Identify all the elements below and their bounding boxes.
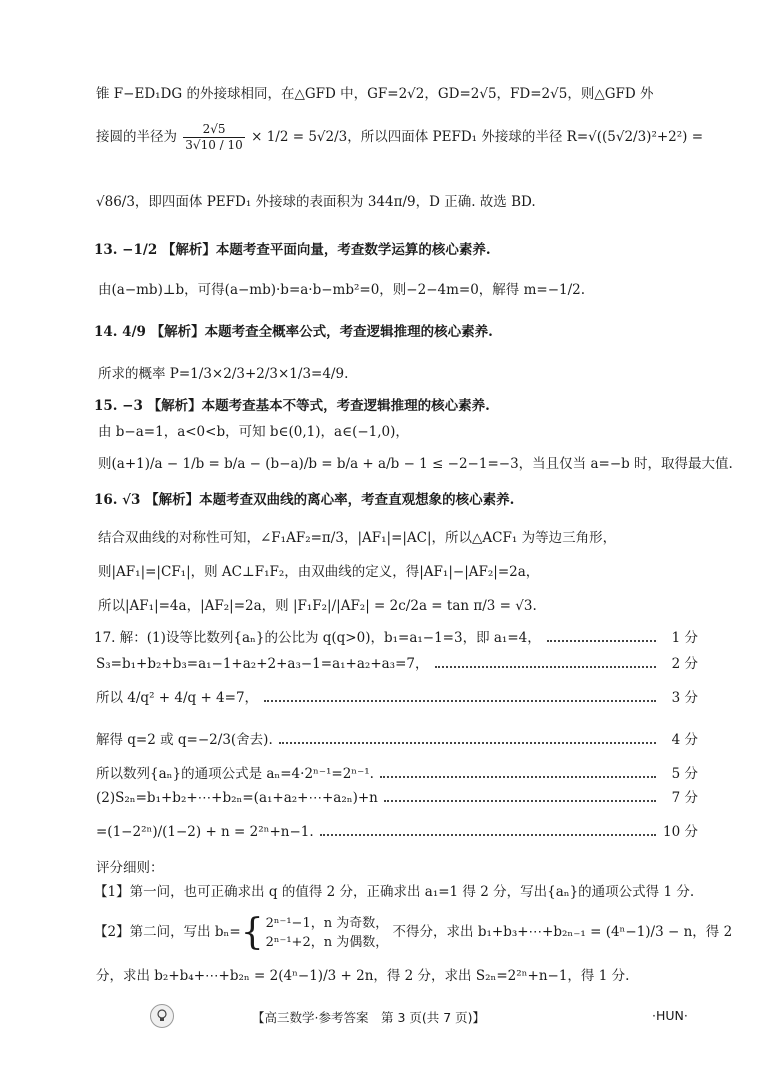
dot-leader: [264, 700, 656, 702]
page-footer: [0, 1002, 764, 1032]
score-label: 10 分: [663, 824, 698, 840]
line-3: √86/3，即四面体 PEFD₁ 外接球的表面积为 344π/9，D 正确. 故选 BD.: [96, 194, 536, 210]
case-even: 2ⁿ⁻¹+2，n 为偶数，: [265, 934, 389, 950]
q17-line-5-text: 所以数列{aₙ}的通项公式是 aₙ=4·2ⁿ⁻¹=2ⁿ⁻¹.: [96, 766, 374, 782]
line-1: 锥 F−ED₁DG 的外接球相同，在△GFD 中，GF=2√2，GD=2√5，FD=2√5，则△GFD 外: [96, 86, 654, 102]
q15-heading: 15. −3 【解析】本题考查基本不等式，考查逻辑推理的核心素养.: [94, 398, 490, 414]
radius-fraction-numerator: 2√5: [183, 122, 245, 138]
q17-line-5: [96, 764, 698, 784]
q15-line-1: 由 b−a=1，a<0<b，可知 b∈(0,1)，a∈(−1,0)，: [98, 424, 409, 440]
q17-line-4: [96, 730, 698, 750]
q17-line-1-text: 17. 解：(1)设等比数列{aₙ}的公比为 q(q>0)，b₁=a₁−1=3，即 a₁=4，: [94, 630, 541, 646]
scoring-title: 评分细则：: [96, 860, 164, 876]
q14-heading: 14. 4/9 【解析】本题考查全概率公式，考查逻辑推理的核心素养.: [94, 324, 493, 340]
q13-body: 由(a−mb)⊥b，可得(a−mb)·b=a·b−mb²=0，则−2−4m=0，解得 m=−1/2.: [98, 282, 586, 298]
q17-line-3: [96, 688, 698, 708]
dot-leader: [279, 742, 656, 744]
score-label: 4 分: [671, 732, 698, 748]
q14-body: 所求的概率 P=1/3×2/3+2/3×1/3=4/9.: [98, 366, 349, 382]
piecewise-cases: [266, 914, 389, 952]
q13-heading: 13. −1/2 【解析】本题考查平面向量，考查数学运算的核心素养.: [94, 242, 491, 258]
score-label: 3 分: [671, 690, 698, 706]
q17-line-6: [96, 788, 698, 808]
line-2-suffix: × 1/2 = 5√2/3，所以四面体 PEFD₁ 外接球的半径 R=√((5√2/3)²+2²) =: [251, 129, 704, 145]
dot-leader: [384, 800, 656, 802]
scoring-rule-2: [94, 911, 733, 953]
dot-leader: [547, 640, 656, 642]
q16-line-1: 结合双曲线的对称性可知，∠F₁AF₂=π/3，|AF₁|=|AC|，所以△ACF₁ 为等边三角形，: [98, 530, 617, 546]
line-2: [96, 122, 704, 153]
lightbulb-icon: [150, 1004, 174, 1028]
lightbulb-icon-glyph: [156, 1009, 168, 1023]
q16-heading: 16. √3 【解析】本题考查双曲线的离心率，考查直观想象的核心素养.: [94, 492, 515, 508]
radius-fraction: [183, 122, 245, 153]
q15-line-2: 则(a+1)/a − 1/b = b/a − (b−a)/b = b/a + a/b − 1 ≤ −2−1=−3，当且仅当 a=−b 时，取得最大值.: [98, 456, 733, 472]
scoring-rule-1: 【1】第一问，也可正确求出 q 的值得 2 分，正确求出 a₁=1 得 2 分，写出{aₙ}的通项公式得 1 分.: [94, 884, 695, 900]
q17-line-1: [94, 628, 698, 648]
q17-line-7-text: =(1−2²ⁿ)/(1−2) + n = 2²ⁿ+n−1.: [96, 824, 314, 840]
case-odd: 2ⁿ⁻¹−1，n 为奇数，: [265, 915, 389, 931]
scoring-rule-2-suffix: 不得分，求出 b₁+b₃+⋯+b₂ₙ₋₁ = (4ⁿ−1)/3 − n，得 2: [392, 924, 733, 940]
q17-line-2-text: S₃=b₁+b₂+b₃=a₁−1+a₂+2+a₃−1=a₁+a₂+a₃=7，: [96, 656, 429, 672]
scoring-rule-2-prefix: 【2】第二问，写出 bₙ=: [94, 924, 241, 940]
q17-line-4-text: 解得 q=2 或 q=−2/3(舍去).: [96, 732, 273, 748]
footer-page-info: 【高三数学·参考答案 第 3 页(共 7 页)】: [252, 1010, 486, 1025]
dot-leader: [380, 776, 656, 778]
dot-leader: [320, 834, 656, 836]
score-label: 2 分: [671, 656, 698, 672]
score-label: 1 分: [671, 630, 698, 646]
scoring-rule-2-continued: 分，求出 b₂+b₄+⋯+b₂ₙ = 2(4ⁿ−1)/3 + 2n，得 2 分，求出 S₂ₙ=2²ⁿ+n−1，得 1 分.: [96, 968, 630, 984]
q17-line-2: [96, 654, 698, 674]
line-2-prefix: 接圆的半径为: [96, 129, 177, 145]
q17-line-3-text: 所以 4/q² + 4/q + 4=7，: [96, 690, 259, 706]
score-label: 7 分: [671, 790, 698, 806]
dot-leader: [435, 666, 657, 668]
q17-line-7: [96, 822, 698, 842]
q17-line-6-text: (2)S₂ₙ=b₁+b₂+⋯+b₂ₙ=(a₁+a₂+⋯+a₂ₙ)+n: [96, 790, 378, 806]
left-brace: {: [240, 911, 264, 953]
q16-line-3: 所以|AF₁|=4a，|AF₂|=2a，则 |F₁F₂|/|AF₂| = 2c/2a = tan π/3 = √3.: [98, 598, 537, 614]
footer-region-code: ·HUN·: [652, 1008, 688, 1023]
q16-line-2: 则|AF₁|=|CF₁|，则 AC⊥F₁F₂，由双曲线的定义，得|AF₁|−|AF₂|=2a，: [98, 564, 540, 580]
radius-fraction-denominator: 3√10 / 10: [185, 138, 243, 152]
score-label: 5 分: [671, 766, 698, 782]
